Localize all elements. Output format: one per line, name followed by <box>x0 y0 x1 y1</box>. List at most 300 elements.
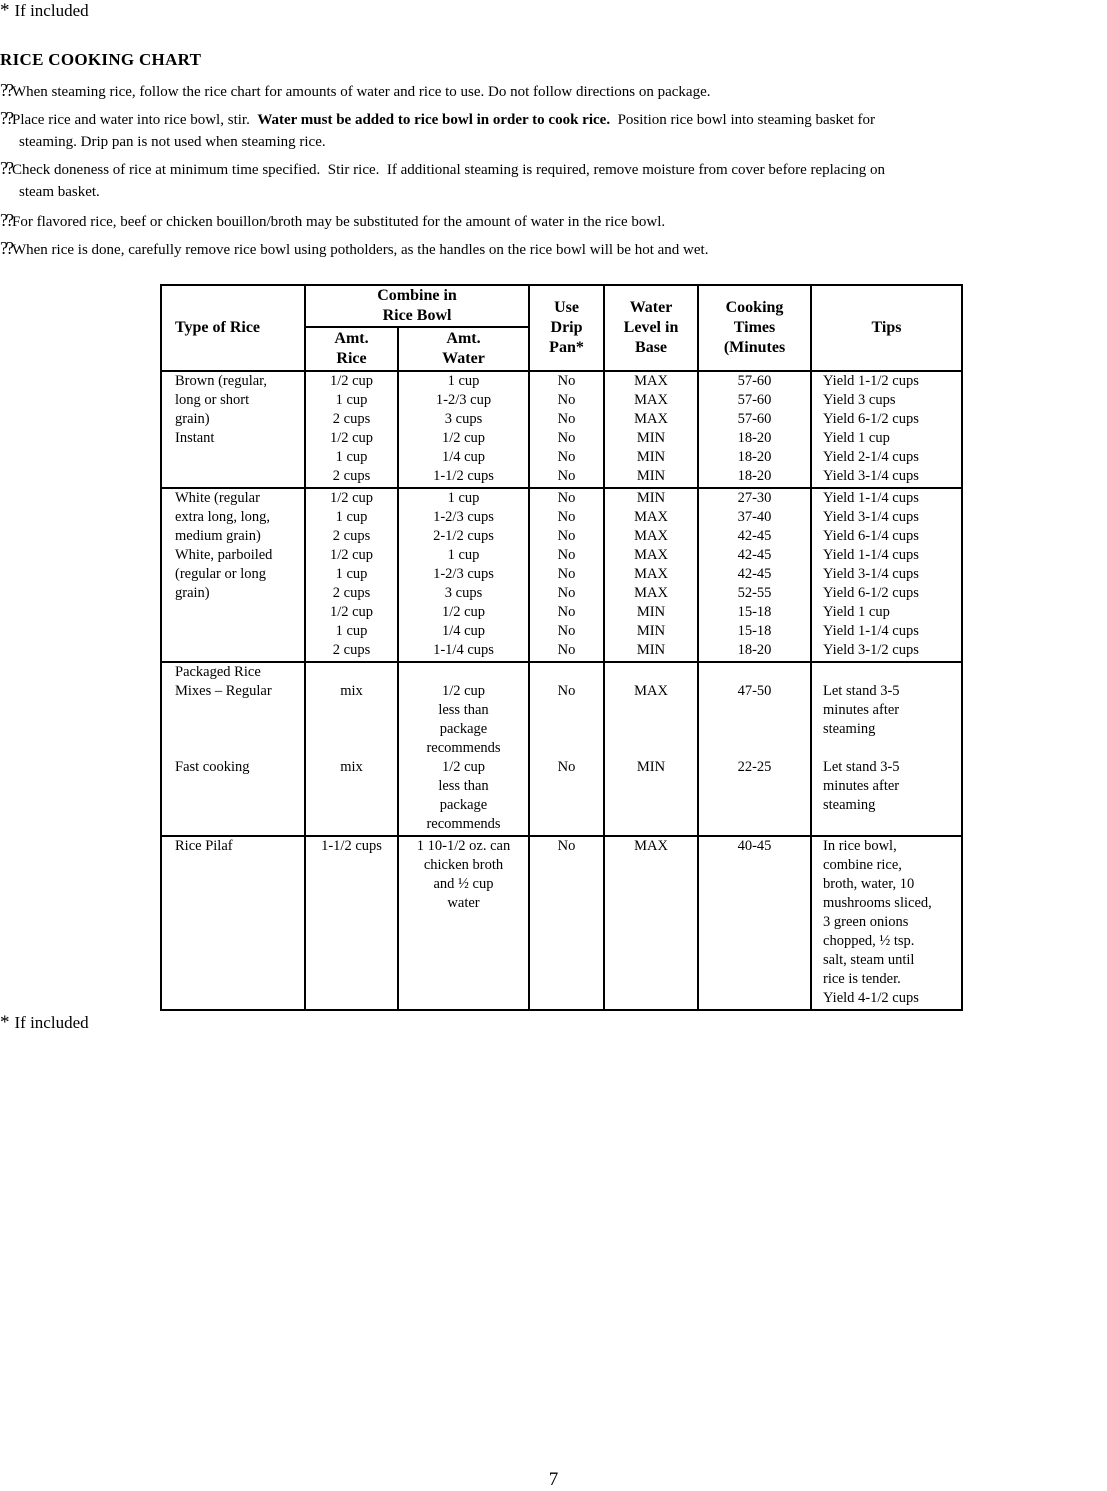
cell-line <box>306 777 397 796</box>
cell-line: 2 cups <box>332 411 371 427</box>
drip-pan-cell <box>529 662 604 836</box>
cell-line: and ½ cup <box>433 876 494 892</box>
cell-line: steaming <box>823 721 876 737</box>
cell-line <box>399 989 528 1008</box>
cell-line <box>605 777 697 796</box>
rice-type-cell <box>161 836 305 1010</box>
bullet-text: Place rice and water into rice bowl, stir. <box>11 112 258 128</box>
cell-line: 1/2 cup <box>441 683 486 699</box>
cell-line: medium grain) <box>175 528 261 544</box>
cell-line <box>699 796 810 815</box>
cell-line: No <box>557 449 576 465</box>
cell-line <box>399 913 528 932</box>
cell-line: 22-25 <box>737 759 772 775</box>
cell-line <box>306 913 397 932</box>
cell-line: minutes after <box>823 702 900 718</box>
cell-line: mix <box>340 683 363 699</box>
cell-line: 1 cup <box>447 490 480 506</box>
bullet-text: When steaming rice, follow the rice chart for amounts of water and rice to use. Do not follow directions on package. <box>11 84 711 100</box>
cell-line <box>699 720 810 739</box>
bullet-glyph: ?? <box>0 210 12 230</box>
cell-line <box>530 796 603 815</box>
amt-water-cell <box>398 662 529 836</box>
amt-rice-cell <box>305 836 398 1010</box>
cell-line: recommends <box>426 740 501 756</box>
cell-line: No <box>557 468 576 484</box>
cell-line: 47-50 <box>737 683 772 699</box>
bullet-text-bold: Water must be added to rice bowl in order to cook rice. <box>257 112 611 128</box>
rice-type-cell <box>161 662 305 836</box>
cell-line <box>699 894 810 913</box>
bullet-item <box>0 157 1107 203</box>
amt-rice-cell <box>305 371 398 488</box>
cell-line: Yield 3 cups <box>823 392 896 408</box>
cell-line: MAX <box>634 528 668 544</box>
header-line: Level in <box>623 319 679 336</box>
tips-cell <box>811 836 962 1010</box>
drip-pan-cell <box>529 488 604 662</box>
cell-line <box>175 467 304 486</box>
cell-line: package <box>439 797 488 813</box>
cell-line <box>306 720 397 739</box>
cell-line: 1 cup <box>447 547 480 563</box>
cell-line: Yield 1-1/4 cups <box>823 623 919 639</box>
bullet-text: When rice is done, carefully remove rice bowl using potholders, as the handles on the rice bowl will be hot and wet. <box>11 242 709 258</box>
cell-line: 3 cups <box>444 585 483 601</box>
cell-line: 1-2/3 cup <box>435 392 492 408</box>
cell-line: 1/2 cup <box>329 373 374 389</box>
cell-line: MAX <box>634 411 668 427</box>
cell-line: 3 cups <box>444 411 483 427</box>
header-line: Water <box>629 299 673 316</box>
cell-line: 18-20 <box>737 468 772 484</box>
cell-line: No <box>557 509 576 525</box>
cell-line: Packaged Rice <box>175 664 261 680</box>
bullet-item <box>0 209 1107 233</box>
cell-line <box>823 815 961 834</box>
rice-type-cell <box>161 371 305 488</box>
cell-line: MAX <box>634 373 668 389</box>
table-row <box>161 662 962 836</box>
cell-line: Yield 3-1/4 cups <box>823 468 919 484</box>
cell-line: Yield 2-1/4 cups <box>823 449 919 465</box>
cell-line: combine rice, <box>823 857 902 873</box>
cell-line <box>530 913 603 932</box>
cell-line: MAX <box>634 392 668 408</box>
cell-line <box>399 663 528 682</box>
cell-line <box>175 856 304 875</box>
cell-line <box>530 777 603 796</box>
bullet-glyph: ?? <box>0 158 12 178</box>
cell-line <box>699 970 810 989</box>
cell-line <box>306 856 397 875</box>
cell-line <box>699 989 810 1008</box>
cell-line: No <box>557 392 576 408</box>
cell-line <box>605 989 697 1008</box>
bullet-item <box>0 79 1107 103</box>
cell-line: No <box>557 373 576 389</box>
cell-line <box>306 932 397 951</box>
cell-line <box>175 932 304 951</box>
cell-line: Yield 3-1/2 cups <box>823 642 919 658</box>
cell-line: 2 cups <box>332 528 371 544</box>
cell-line: 1 10-1/2 oz. can <box>416 838 511 854</box>
amt-water-cell <box>398 488 529 662</box>
bullet-text: Check doneness of rice at minimum time specified. Stir rice. If additional steaming is required, remove moisture from cover before replacing on <box>11 162 886 178</box>
cell-line <box>530 989 603 1008</box>
header-line: Amt. <box>334 330 369 347</box>
cell-line <box>605 663 697 682</box>
cell-line <box>306 815 397 834</box>
cell-line: 1/2 cup <box>441 430 486 446</box>
cell-line <box>699 951 810 970</box>
cell-line <box>530 932 603 951</box>
cell-line: Yield 3-1/4 cups <box>823 509 919 525</box>
cell-line: 1/2 cup <box>441 604 486 620</box>
cell-line: 1/2 cup <box>441 759 486 775</box>
cell-line: 1/4 cup <box>441 449 486 465</box>
cell-line: 37-40 <box>737 509 772 525</box>
header-line: Pan* <box>549 339 584 356</box>
cell-line: 1/2 cup <box>329 604 374 620</box>
water-level-cell <box>604 488 698 662</box>
cell-line: 57-60 <box>737 411 772 427</box>
drip-pan-cell <box>529 371 604 488</box>
cell-line: chopped, ½ tsp. <box>823 933 915 949</box>
table-row <box>161 371 962 488</box>
cell-line <box>605 970 697 989</box>
cell-line: 1 cup <box>447 373 480 389</box>
bullet-glyph: ?? <box>0 238 12 258</box>
cell-line <box>699 815 810 834</box>
cell-line <box>605 932 697 951</box>
cell-line: MAX <box>634 683 668 699</box>
tips-cell <box>811 662 962 836</box>
water-level-cell <box>604 371 698 488</box>
cell-line: (regular or long <box>175 566 266 582</box>
cell-line: Yield 1 cup <box>823 430 890 446</box>
bullet-text: For flavored rice, beef or chicken bouillon/broth may be substituted for the amount of water in the rice bowl. <box>11 214 666 230</box>
footnote-top <box>0 0 89 22</box>
cell-line: In rice bowl, <box>823 838 897 854</box>
amt-rice-cell <box>305 488 398 662</box>
table-row <box>161 488 962 662</box>
water-level-cell <box>604 662 698 836</box>
amt-water-cell <box>398 836 529 1010</box>
cell-line: No <box>557 490 576 506</box>
header-line: Cooking <box>725 299 784 316</box>
cell-line: water <box>447 895 480 911</box>
cell-line: 1/2 cup <box>329 547 374 563</box>
cell-line <box>605 720 697 739</box>
cell-line <box>175 622 304 641</box>
cell-line: 40-45 <box>737 838 772 854</box>
cell-line: No <box>557 759 576 775</box>
cell-line <box>699 932 810 951</box>
cell-line <box>699 663 810 682</box>
cell-line: 1-1/2 cups <box>321 838 382 854</box>
cell-line: MIN <box>636 468 666 484</box>
cell-line: MIN <box>636 604 666 620</box>
cell-line: extra long, long, <box>175 509 271 525</box>
header-water-level <box>604 285 698 371</box>
cell-line: No <box>557 642 576 658</box>
asterisk: * <box>0 0 10 21</box>
cell-line: 1 cup <box>335 623 368 639</box>
bullet-item <box>0 107 1107 153</box>
header-amt-water <box>398 327 529 371</box>
cell-line: 57-60 <box>737 392 772 408</box>
cell-line: 1-1/2 cups <box>433 468 494 484</box>
cell-line: No <box>557 838 576 854</box>
cell-line: White (regular <box>175 490 260 506</box>
header-line: Rice Bowl <box>382 307 452 324</box>
cell-line <box>306 796 397 815</box>
cell-line: Yield 3-1/4 cups <box>823 566 919 582</box>
cell-line <box>605 815 697 834</box>
cell-line <box>306 875 397 894</box>
cell-line: Let stand 3-5 <box>823 759 900 775</box>
cell-line: Yield 6-1/4 cups <box>823 528 919 544</box>
cell-line <box>175 875 304 894</box>
cell-line <box>605 875 697 894</box>
cell-line <box>605 913 697 932</box>
cell-line <box>605 951 697 970</box>
cell-line: less than <box>438 702 489 718</box>
cell-line: less than <box>438 778 489 794</box>
cell-line: MAX <box>634 509 668 525</box>
water-level-cell <box>604 836 698 1010</box>
cell-line: MIN <box>636 623 666 639</box>
cell-line: Yield 6-1/2 cups <box>823 585 919 601</box>
cell-line: Yield 4-1/2 cups <box>823 990 919 1006</box>
amt-water-cell <box>398 371 529 488</box>
cell-line <box>306 989 397 1008</box>
amt-rice-cell <box>305 662 398 836</box>
cell-line <box>175 641 304 660</box>
cell-line <box>306 970 397 989</box>
tips-cell <box>811 488 962 662</box>
asterisk: * <box>0 1012 10 1033</box>
cell-line: 15-18 <box>737 604 772 620</box>
header-line: Rice <box>336 350 367 367</box>
header-line: (Minutes <box>723 339 786 356</box>
cell-line <box>306 894 397 913</box>
cell-line: 18-20 <box>737 430 772 446</box>
cell-line: MAX <box>634 566 668 582</box>
cooking-time-cell <box>698 371 811 488</box>
cell-line: MIN <box>636 490 666 506</box>
cell-line: 27-30 <box>737 490 772 506</box>
cell-line: 1-2/3 cups <box>433 566 494 582</box>
cell-line: long or short <box>175 392 250 408</box>
cell-line: No <box>557 528 576 544</box>
cell-line <box>175 815 304 834</box>
cell-line: 18-20 <box>737 642 772 658</box>
drip-pan-cell <box>529 836 604 1010</box>
cell-line: 52-55 <box>737 585 772 601</box>
cell-line: 1-2/3 cups <box>433 509 494 525</box>
cell-line: MIN <box>636 759 666 775</box>
cell-line <box>306 701 397 720</box>
cell-line: No <box>557 683 576 699</box>
footnote-text: If included <box>14 1013 89 1032</box>
cell-line: Yield 1-1/4 cups <box>823 547 919 563</box>
cell-line: No <box>557 623 576 639</box>
cell-line <box>605 739 697 758</box>
header-combine-in-rice-bowl <box>305 285 529 327</box>
cell-line <box>605 701 697 720</box>
cell-line: No <box>557 411 576 427</box>
cell-line: grain) <box>175 585 210 601</box>
cell-line <box>530 701 603 720</box>
cell-line <box>175 720 304 739</box>
footnote-bottom <box>0 1012 89 1034</box>
cell-line <box>530 663 603 682</box>
bullet-glyph: ?? <box>0 108 12 128</box>
cell-line: mushrooms sliced, <box>823 895 932 911</box>
cell-line: 42-45 <box>737 547 772 563</box>
cooking-time-cell <box>698 836 811 1010</box>
cell-line: No <box>557 585 576 601</box>
cell-line <box>175 913 304 932</box>
header-line: Base <box>635 339 668 356</box>
cell-line: salt, steam until <box>823 952 915 968</box>
cell-line <box>530 951 603 970</box>
cell-line: 1 cup <box>335 449 368 465</box>
bullet-glyph: ?? <box>0 80 12 100</box>
cell-line: MIN <box>636 449 666 465</box>
bullet-text: Position rice bowl into steaming basket for <box>610 112 876 128</box>
cell-line: 1/2 cup <box>329 490 374 506</box>
cell-line: recommends <box>426 816 501 832</box>
header-line: Water <box>442 350 485 367</box>
cell-line: chicken broth <box>423 857 504 873</box>
bullet-continuation: steaming. Drip pan is not used when steaming rice. <box>19 134 326 150</box>
cell-line: No <box>557 566 576 582</box>
cell-line: grain) <box>175 411 210 427</box>
cell-line: steaming <box>823 797 876 813</box>
cell-line: MIN <box>636 430 666 446</box>
cell-line: MAX <box>634 838 668 854</box>
cell-line <box>175 894 304 913</box>
header-type-of-rice: Type of Rice <box>161 285 305 371</box>
cell-line: White, parboiled <box>175 547 273 563</box>
cell-line <box>399 932 528 951</box>
cell-line: 15-18 <box>737 623 772 639</box>
cell-line: 57-60 <box>737 373 772 389</box>
cell-line: 2 cups <box>332 468 371 484</box>
cell-line: MIN <box>636 642 666 658</box>
cell-line: 2 cups <box>332 642 371 658</box>
header-use-drip-pan <box>529 285 604 371</box>
cell-line <box>605 894 697 913</box>
cell-line <box>605 796 697 815</box>
cell-line <box>175 448 304 467</box>
cell-line <box>175 951 304 970</box>
cell-line: Let stand 3-5 <box>823 683 900 699</box>
cell-line: 1 cup <box>335 509 368 525</box>
cell-line: Yield 1 cup <box>823 604 890 620</box>
cell-line <box>306 739 397 758</box>
cell-line: 1/4 cup <box>441 623 486 639</box>
cell-line: package <box>439 721 488 737</box>
cell-line: Yield 1-1/2 cups <box>823 373 919 389</box>
cell-line: MAX <box>634 585 668 601</box>
cell-line <box>530 970 603 989</box>
cell-line: 2 cups <box>332 585 371 601</box>
cell-line <box>823 663 961 682</box>
rice-type-cell <box>161 488 305 662</box>
cell-line <box>530 894 603 913</box>
rice-cooking-chart <box>160 284 963 1011</box>
cell-line: 1 cup <box>335 392 368 408</box>
header-line: Use <box>554 299 579 316</box>
cooking-time-cell <box>698 662 811 836</box>
cell-line: 42-45 <box>737 566 772 582</box>
cell-line: Fast cooking <box>175 759 250 775</box>
cell-line <box>175 989 304 1008</box>
cell-line <box>699 913 810 932</box>
cell-line <box>823 739 961 758</box>
cell-line <box>175 796 304 815</box>
cell-line: No <box>557 430 576 446</box>
cell-line: 18-20 <box>737 449 772 465</box>
table-row <box>161 836 962 1010</box>
cell-line <box>530 875 603 894</box>
cell-line: 2-1/2 cups <box>433 528 494 544</box>
header-cooking-times <box>698 285 811 371</box>
cell-line <box>530 739 603 758</box>
cell-line: 42-45 <box>737 528 772 544</box>
cell-line: Rice Pilaf <box>175 838 233 854</box>
cell-line: broth, water, 10 <box>823 876 915 892</box>
cooking-time-cell <box>698 488 811 662</box>
cell-line: minutes after <box>823 778 900 794</box>
cell-line: 1/2 cup <box>329 430 374 446</box>
cell-line <box>175 777 304 796</box>
cell-line <box>175 701 304 720</box>
cell-line <box>306 663 397 682</box>
footnote-text: If included <box>14 1 89 20</box>
header-amt-rice <box>305 327 398 371</box>
header-line: Drip <box>550 319 583 336</box>
cell-line: Yield 6-1/2 cups <box>823 411 919 427</box>
tips-cell <box>811 371 962 488</box>
cell-line: rice is tender. <box>823 971 901 987</box>
cell-line: 1-1/4 cups <box>433 642 494 658</box>
cell-line <box>699 856 810 875</box>
cell-line: Mixes – Regular <box>175 683 272 699</box>
cell-line: No <box>557 604 576 620</box>
cell-line <box>175 739 304 758</box>
cell-line <box>699 739 810 758</box>
cell-line <box>605 856 697 875</box>
cell-line: 1 cup <box>335 566 368 582</box>
page-title: RICE COOKING CHART <box>0 50 202 69</box>
bullet-item <box>0 237 1107 261</box>
cell-line <box>699 875 810 894</box>
cell-line <box>175 970 304 989</box>
cell-line <box>530 720 603 739</box>
cell-line: Instant <box>175 430 215 446</box>
cell-line: Brown (regular, <box>175 373 268 389</box>
header-line: Times <box>733 319 776 336</box>
cell-line <box>699 777 810 796</box>
cell-line <box>399 970 528 989</box>
cell-line <box>530 815 603 834</box>
cell-line: Yield 1-1/4 cups <box>823 490 919 506</box>
